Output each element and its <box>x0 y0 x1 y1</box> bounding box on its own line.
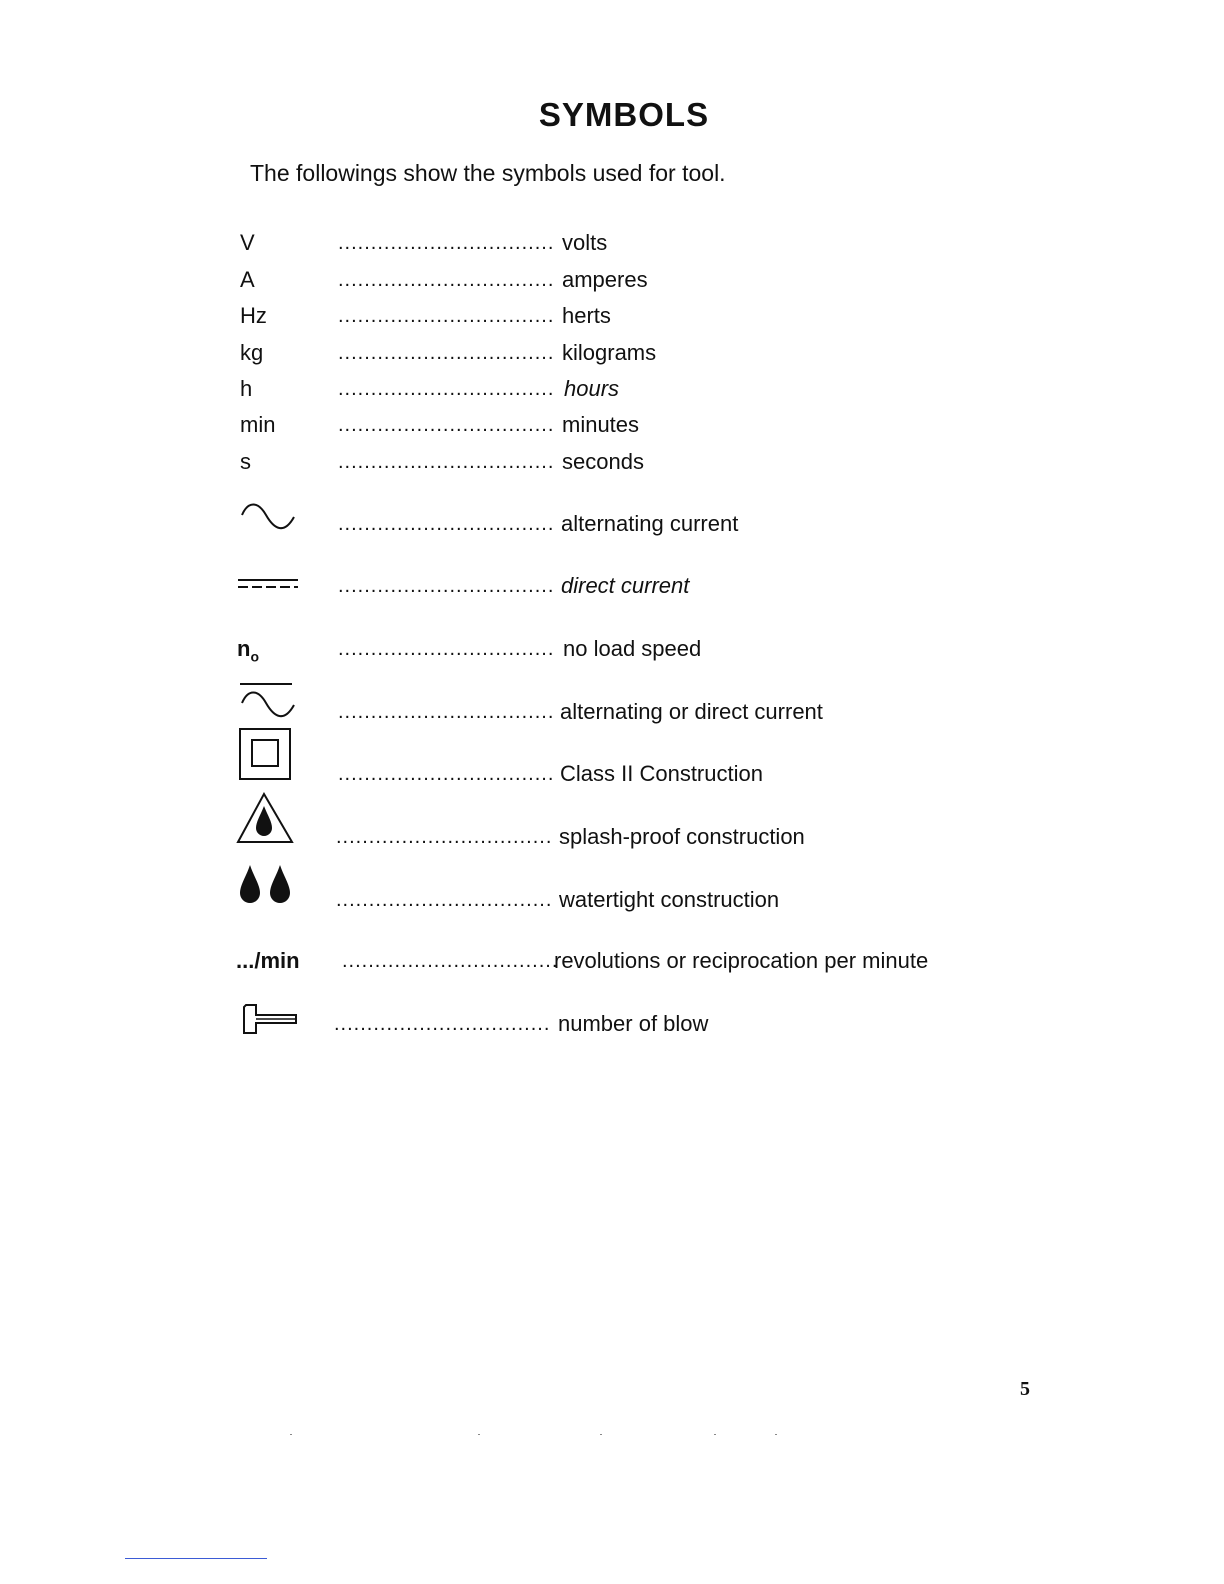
leader-dots: ................................. <box>338 305 555 327</box>
ac-dc-icon <box>240 681 300 725</box>
leader-dots: ................................. <box>342 950 559 972</box>
symbol-row-splash-proof <box>0 822 1224 862</box>
alternating-current-icon <box>240 503 300 537</box>
leader-dots: ................................. <box>338 701 555 723</box>
symbol-meaning: volts <box>562 230 608 255</box>
symbol-text: Hz <box>240 303 267 328</box>
symbol-row-ac-dc <box>0 697 1224 737</box>
symbol-row-per-minute <box>0 946 1224 986</box>
symbol-row-amperes <box>0 265 1224 305</box>
symbol-meaning: number of blow <box>558 1011 709 1036</box>
leader-dots: ................................. <box>336 826 553 848</box>
symbol-meaning: no load speed <box>563 636 702 661</box>
leader-dots: ................................. <box>338 378 555 400</box>
symbol-row-hours <box>0 374 1224 414</box>
symbol-text: h <box>240 376 253 401</box>
bottom-rule <box>125 1558 267 1559</box>
no-load-speed-symbol <box>237 634 259 671</box>
symbol-meaning: watertight construction <box>559 887 780 912</box>
leader-dots: ................................. <box>338 451 555 473</box>
leader-dots: ................................. <box>336 889 553 911</box>
symbol-meaning: Class II Construction <box>560 761 763 786</box>
symbol-meaning: revolutions or reciprocation per minute <box>554 948 929 973</box>
class-ii-icon <box>238 727 294 783</box>
symbol-meaning: hours <box>564 376 620 401</box>
watertight-icon <box>236 861 296 911</box>
hammer-blow-icon <box>240 1001 302 1037</box>
leader-dots: ................................. <box>338 342 555 364</box>
leader-dots: ................................. <box>338 232 555 254</box>
splash-proof-icon <box>236 792 296 846</box>
symbol-text: V <box>240 230 255 255</box>
leader-dots: ................................. <box>338 414 555 436</box>
symbol-text: .../min <box>236 948 300 973</box>
symbol-row-number-of-blow <box>0 1009 1224 1049</box>
symbol-text: kg <box>240 340 264 365</box>
symbol-meaning: alternating or direct current <box>560 699 823 724</box>
scan-speck <box>600 1434 602 1435</box>
symbol-text: n <box>237 636 251 661</box>
symbol-row-class-ii <box>0 759 1224 799</box>
scan-speck <box>714 1434 716 1435</box>
leader-dots: ................................. <box>338 638 555 660</box>
symbol-row-volts <box>0 228 1224 268</box>
leader-dots: ................................. <box>334 1013 551 1035</box>
symbol-meaning: kilograms <box>562 340 657 365</box>
symbol-row-minutes <box>0 410 1224 450</box>
symbol-meaning: herts <box>562 303 611 328</box>
symbol-meaning: amperes <box>562 267 648 292</box>
leader-dots: ................................. <box>338 269 555 291</box>
leader-dots: ................................. <box>338 513 555 535</box>
symbol-row-kilograms <box>0 338 1224 378</box>
symbol-row-alternating-current <box>0 509 1224 549</box>
intro-text: The followings show the symbols used for tool. <box>250 160 726 186</box>
symbol-row-no-load-speed <box>0 634 1224 674</box>
symbol-row-herts <box>0 301 1224 341</box>
symbol-meaning: seconds <box>562 449 644 474</box>
symbol-meaning: splash-proof construction <box>559 824 805 849</box>
symbol-row-watertight <box>0 885 1224 925</box>
symbol-meaning: minutes <box>562 412 640 437</box>
scan-speck <box>478 1434 480 1435</box>
scan-speck <box>290 1434 292 1435</box>
symbol-text: A <box>240 267 255 292</box>
symbol-meaning: alternating current <box>561 511 739 536</box>
symbol-row-seconds <box>0 447 1224 487</box>
symbol-text: s <box>240 449 251 474</box>
scan-speck <box>775 1434 777 1435</box>
page-title: SYMBOLS <box>538 96 710 133</box>
leader-dots: ................................. <box>338 763 555 785</box>
symbol-row-direct-current <box>0 571 1224 611</box>
symbol-subscript: o <box>250 648 260 665</box>
direct-current-icon <box>238 571 300 595</box>
symbol-text: min <box>240 412 276 437</box>
symbol-meaning: direct current <box>561 573 690 598</box>
leader-dots: ................................. <box>338 575 555 597</box>
page-number: 5 <box>1020 1378 1030 1400</box>
